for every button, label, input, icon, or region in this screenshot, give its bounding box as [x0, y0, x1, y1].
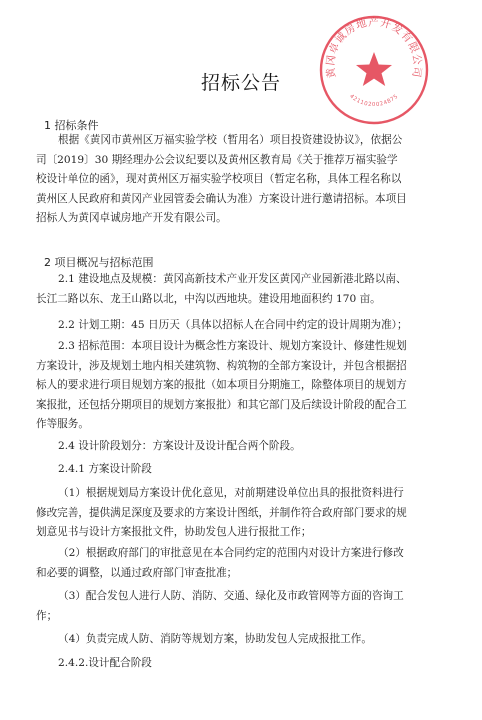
seal-company-text: 黄冈卓诚房地产开发有限公司 — [324, 16, 424, 80]
text-line: （4）负责完成人防、消防等规划方案，协助发包人完成报批工作。 — [58, 633, 372, 645]
section-heading-2: 2 项目概况与招标范围 — [44, 256, 154, 269]
text-line: 和必要的调整，以通过政府部门审查批准； — [36, 566, 238, 579]
para-2-1 — [36, 270, 444, 309]
text-line: （3）配合发包人进行人防、消防、交通、绿化及市政管网等方面的咨询工 — [58, 590, 404, 602]
section-heading-1: 1 招标条件 — [44, 119, 99, 132]
para-2-4-1-item2 — [36, 544, 444, 583]
para-2-4-1-item4 — [36, 630, 444, 650]
para-2-4-1-item1 — [36, 484, 444, 543]
text-line: 2.3 招标范围：本项目设计为概念性方案设计、规划方案设计、修建性规划 — [58, 340, 407, 352]
text-line: 长江二路以东、龙王山路以北，中沟以西地块。建设用地面积约 170 亩。 — [36, 292, 381, 305]
text-line: 黄州区人民政府和黄冈产业园管委会确认为准）方案设计进行邀请招标。本项目 — [36, 192, 407, 205]
text-line: 2.2 计划工期：45 日历天（具体以招标人在合同中约定的设计周期为准）； — [58, 319, 408, 331]
para-2-4-1-item3 — [36, 587, 444, 626]
text-line: 2.1 建设地点及规模：黄冈高新技术产业开发区黄冈产业园新港北路以南、 — [58, 273, 407, 285]
text-line: 划意见书与设计方案报批文件，协助发包人进行报批工作； — [36, 526, 312, 538]
text-line: 作； — [36, 609, 58, 622]
section1-paragraph — [36, 131, 444, 229]
para-2-3 — [36, 337, 444, 435]
text-line: 2.4.1 方案设计阶段 — [58, 463, 152, 475]
para-2-2 — [36, 316, 444, 336]
text-line: （2）根据政府部门的审批意见在本合同约定的范围内对设计方案进行修改 — [58, 547, 404, 559]
text-line: 司〔2019〕30 期经理办公会议纪要以及黄州区教育局《关于推荐万福实验学 — [36, 153, 398, 166]
text-line: 根据《黄冈市黄州区万福实验学校（暂用名）项目投资建设协议》，依据公 — [58, 134, 403, 146]
text-line: 标人的要求进行项目规划方案的报批（如本项目分期施工，除整体项目的规划方 — [36, 379, 407, 391]
para-2-4-2 — [36, 654, 444, 674]
page-title: 招标公告 — [200, 72, 281, 94]
para-2-4-1 — [36, 460, 444, 480]
text-line: 校设计单位的函》，现对黄州区万福实验学校项目（暂定名称，具体工程名称以 — [36, 173, 402, 185]
text-line: 修改完善，提供满足深度及要求的方案设计图纸，并制作符合政府部门要求的规 — [36, 506, 407, 519]
text-line: 2.4.2.设计配合阶段 — [58, 657, 152, 669]
text-line: （1）根据规划局方案设计优化意见，对前期建设单位出具的报批资料进行 — [58, 487, 404, 499]
para-2-4 — [36, 437, 444, 457]
text-line: 方案设计，涉及规划土地内相关建筑物、构筑物的全部方案设计，并包含根据招 — [36, 359, 407, 372]
text-line: 案报批，还包括分期项目的规划方案报批）和其它部门及后续设计阶段的配合工 — [36, 398, 407, 411]
text-line: 作等服务。 — [36, 418, 89, 430]
text-line: 招标人为黄冈卓诚房地产开发有限公司。 — [36, 212, 227, 224]
text-line: 2.4 设计阶段划分：方案设计及设计配合两个阶段。 — [58, 440, 301, 452]
seal-code-text: 4211020024875 — [348, 93, 400, 109]
